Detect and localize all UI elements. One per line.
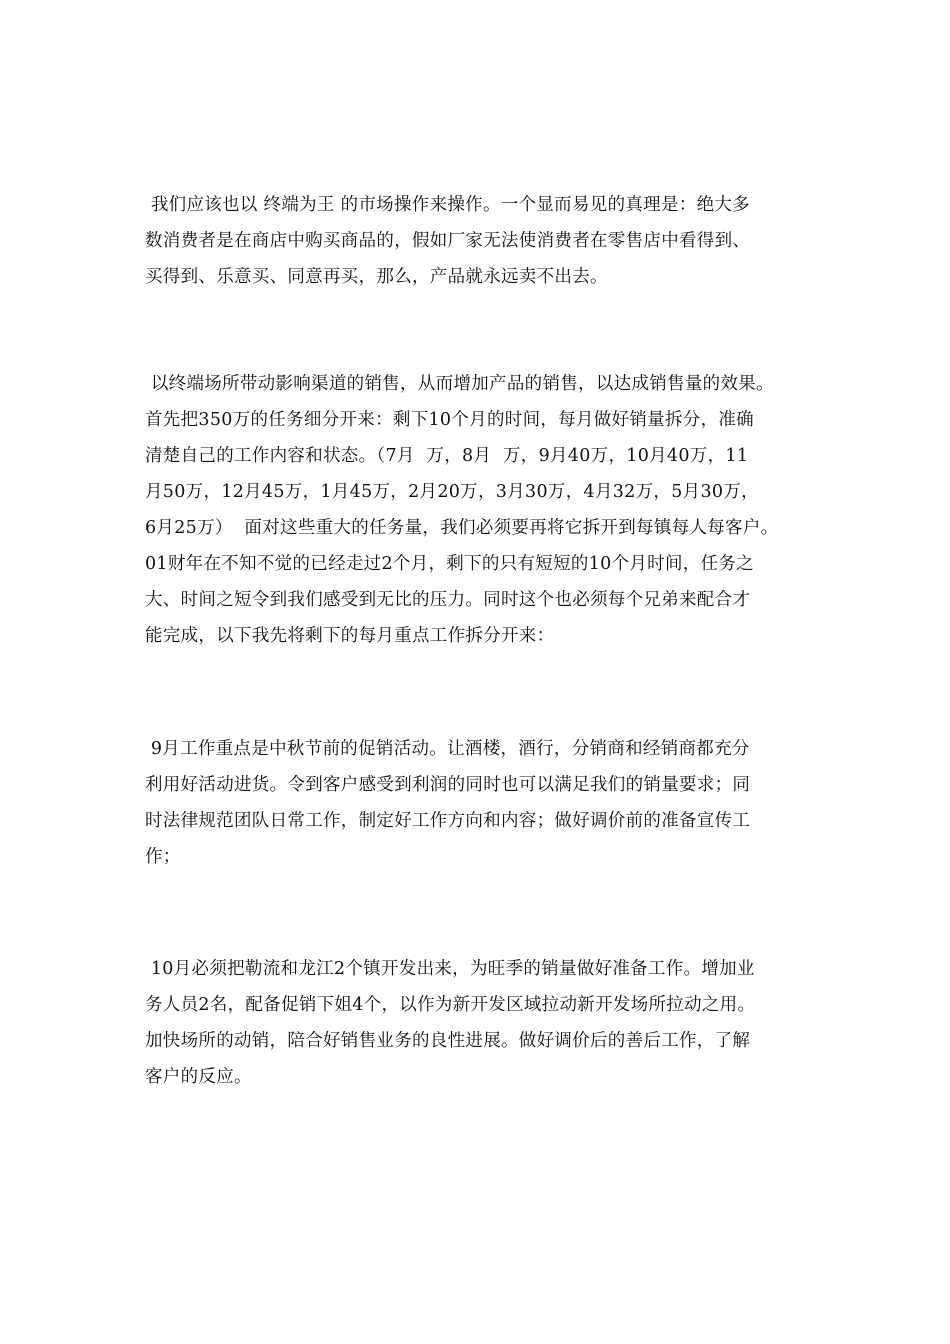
text-line: 清楚自己的工作内容和状态。（7月 万，8月 万，9月40万，10月40万，11 [145, 446, 749, 466]
paragraph-terminal-strategy [145, 187, 835, 295]
text-line: 10月必须把勒流和龙江2个镇开发出来，为旺季的销量做好准备工作。增加业 [145, 959, 755, 979]
text-line: 首先把350万的任务细分开来：剩下10个月的时间，每月做好销量拆分，准确 [145, 410, 754, 430]
paragraph-task-breakdown [145, 366, 835, 654]
text-line: 加快场所的动销，陪合好销售业务的良性进展。做好调价后的善后工作，了解 [145, 1031, 751, 1051]
text-line: 以终端场所带动影响渠道的销售，从而增加产品的销售，以达成销售量的效果。 [145, 374, 774, 394]
text-line: 买得到、乐意买、同意再买，那么，产品就永远卖不出去。 [145, 267, 608, 287]
text-line: 作； [145, 847, 181, 867]
text-line: 01财年在不知不觉的已经走过2个月，剩下的只有短短的10个月时间，任务之 [145, 554, 754, 574]
text-line: 大、时间之短令到我们感受到无比的压力。同时这个也必须每个兄弟来配合才 [145, 590, 751, 610]
text-line: 9月工作重点是中秋节前的促销活动。让酒楼，酒行，分销商和经销商都充分 [145, 739, 750, 759]
text-line: 我们应该也以 终端为王 的市场操作来操作。一个显而易见的真理是：绝大多 [145, 195, 750, 215]
text-line: 能完成，以下我先将剩下的每月重点工作拆分开来： [145, 626, 555, 646]
text-line: 数消费者是在商店中购买商品的，假如厂家无法使消费者在零售店中看得到、 [145, 231, 751, 251]
paragraph-september-plan [145, 731, 835, 875]
text-line: 月50万，12月45万，1月45万，2月20万，3月30万，4月32万，5月30万， [145, 482, 759, 502]
text-line: 6月25万） 面对这些重大的任务量，我们必须要再将它拆开到每镇每人每客户。 [145, 518, 779, 538]
text-line: 务人员2名，配备促销下姐4个，以作为新开发区域拉动新开发场所拉动之用。 [145, 995, 756, 1015]
paragraph-october-plan [145, 951, 835, 1095]
text-line: 时法律规范团队日常工作，制定好工作方向和内容；做好调价前的准备宣传工 [145, 811, 751, 831]
text-line: 客户的反应。 [145, 1067, 252, 1087]
text-line: 利用好活动进货。令到客户感受到利润的同时也可以满足我们的销量要求；同 [145, 775, 751, 795]
